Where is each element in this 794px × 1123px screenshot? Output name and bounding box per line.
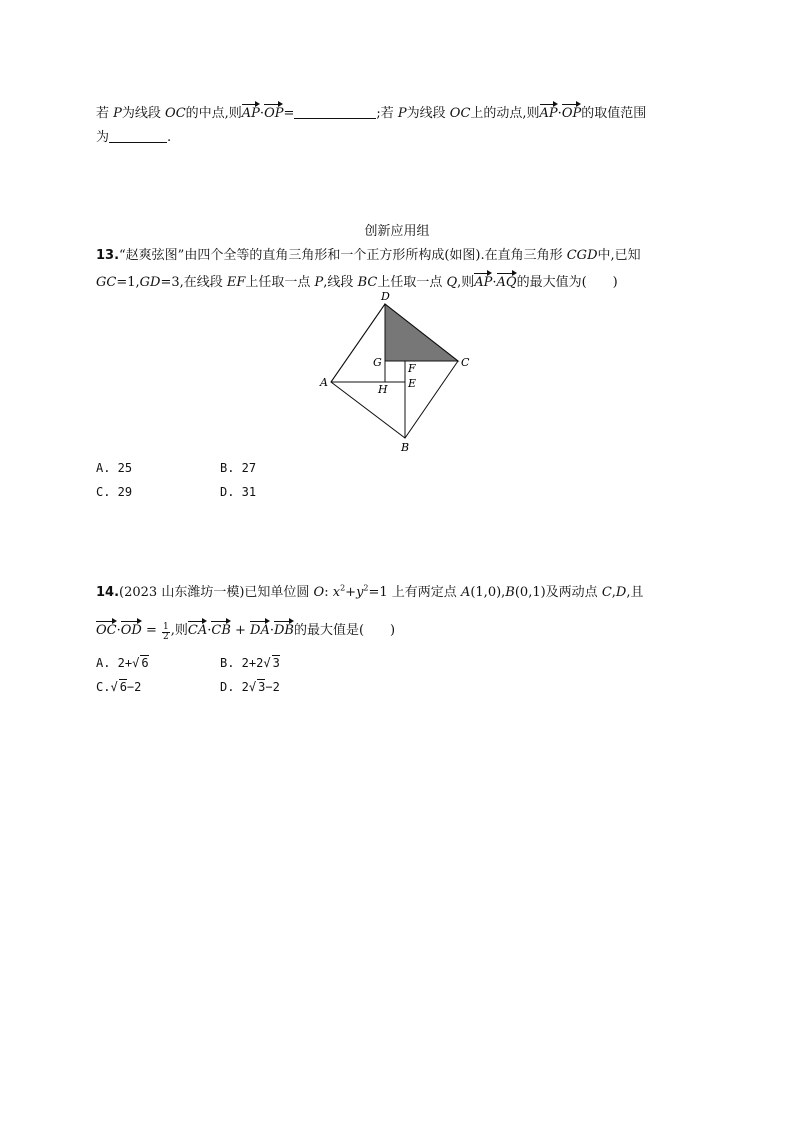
radicand: 6 bbox=[119, 680, 127, 694]
text: 若 bbox=[96, 106, 114, 121]
point-p: P bbox=[397, 106, 407, 121]
fraction-numerator: 1 bbox=[163, 622, 169, 632]
text: ,且 bbox=[626, 585, 644, 600]
text: 的最大值是( ) bbox=[293, 623, 396, 638]
label-a: A bbox=[320, 376, 328, 389]
dot-operator: · bbox=[207, 623, 212, 638]
point-a: A bbox=[460, 585, 471, 600]
text: (1,0), bbox=[470, 585, 506, 600]
var-x: x bbox=[332, 585, 341, 600]
circle-o: O bbox=[313, 585, 325, 600]
vector-op: OP bbox=[264, 106, 284, 121]
label-c: C bbox=[461, 356, 470, 369]
point-q: Q bbox=[446, 275, 458, 290]
point-b: B bbox=[505, 585, 515, 600]
segment-ad bbox=[331, 304, 385, 382]
vector-aq: AQ bbox=[496, 275, 517, 290]
text: : bbox=[324, 585, 333, 600]
text: 为线段 bbox=[121, 106, 166, 121]
q13-option-b[interactable]: B. 27 bbox=[220, 461, 257, 475]
text: ;若 bbox=[376, 106, 398, 121]
sqrt-icon: √ bbox=[132, 656, 140, 670]
q12-line-1 bbox=[96, 102, 646, 121]
q14-option-c[interactable] bbox=[96, 679, 141, 694]
dot-operator: · bbox=[492, 275, 497, 290]
q12-line-2 bbox=[96, 126, 171, 145]
vector-ca: CA bbox=[187, 623, 208, 638]
text: (2023 山东潍坊一模)已知单位圆 bbox=[119, 585, 314, 600]
text: , bbox=[611, 585, 616, 600]
label-e: E bbox=[408, 377, 417, 390]
text: . bbox=[167, 130, 172, 145]
label-g: G bbox=[373, 356, 382, 369]
fraction-denominator: 2 bbox=[163, 632, 169, 642]
dot-operator: · bbox=[557, 106, 562, 121]
text: 上任取一点 bbox=[245, 275, 315, 290]
label-h: H bbox=[378, 383, 388, 396]
point-p: P bbox=[314, 275, 324, 290]
dot-operator: · bbox=[269, 623, 274, 638]
vector-ap: AP bbox=[474, 275, 493, 290]
vector-da: DA bbox=[250, 623, 270, 638]
section-title: 创新应用组 bbox=[364, 224, 430, 239]
equals-sign: = bbox=[283, 106, 295, 121]
text: 为 bbox=[96, 130, 110, 145]
segment-ef: EF bbox=[226, 275, 246, 290]
segment-gc: GC bbox=[96, 275, 117, 290]
point-c: C bbox=[601, 585, 612, 600]
vector-db: DB bbox=[274, 623, 294, 638]
option-text: C. bbox=[96, 680, 111, 694]
vector-op: OP bbox=[561, 106, 582, 121]
point-d: D bbox=[615, 585, 627, 600]
plus-sign: + bbox=[345, 585, 357, 600]
text: 上的动点,则 bbox=[470, 106, 540, 121]
q14-line-2 bbox=[96, 619, 395, 642]
option-text: −2 bbox=[126, 680, 142, 694]
question-number: 14. bbox=[96, 585, 120, 600]
q14-option-b[interactable] bbox=[220, 655, 280, 670]
vector-ap: AP bbox=[241, 106, 260, 121]
text: =3,在线段 bbox=[160, 275, 227, 290]
vector-oc: OC bbox=[96, 623, 117, 638]
segment-oc: OC bbox=[165, 106, 186, 121]
radicand: 3 bbox=[272, 656, 280, 670]
radicand: 6 bbox=[141, 656, 149, 670]
text: 为线段 bbox=[406, 106, 450, 121]
answer-blank-2[interactable] bbox=[109, 142, 167, 143]
text: =1 上有两定点 bbox=[368, 585, 461, 600]
option-text: B. 2+2 bbox=[220, 656, 264, 670]
text: 中,已知 bbox=[597, 248, 641, 263]
option-text: A. 2+ bbox=[96, 656, 133, 670]
exponent: 2 bbox=[363, 583, 369, 593]
q13-option-c[interactable]: C. 29 bbox=[96, 485, 133, 499]
text: =1, bbox=[116, 275, 140, 290]
text: ,则 bbox=[457, 275, 475, 290]
q13-option-a[interactable]: A. 25 bbox=[96, 461, 133, 475]
sqrt-icon: √ bbox=[110, 680, 118, 694]
question-number: 13. bbox=[96, 248, 120, 263]
var-y: y bbox=[356, 585, 364, 600]
answer-blank-1[interactable] bbox=[294, 118, 376, 119]
text: 的最大值为( ) bbox=[516, 275, 618, 290]
triangle-cgd: CGD bbox=[566, 248, 598, 263]
label-b: B bbox=[401, 441, 410, 454]
equals-sign: = bbox=[141, 623, 162, 638]
q14-option-d[interactable] bbox=[220, 679, 280, 694]
zhao-shuang-figure bbox=[310, 288, 490, 458]
vector-od: OD bbox=[120, 623, 142, 638]
sqrt-icon: √ bbox=[248, 680, 257, 694]
sqrt-icon: √ bbox=[263, 656, 271, 670]
segment-oc: OC bbox=[449, 106, 471, 121]
dot-operator: · bbox=[259, 106, 265, 121]
option-text: −2 bbox=[265, 680, 280, 694]
plus-sign: + bbox=[230, 623, 251, 638]
q13-option-d[interactable]: D. 31 bbox=[220, 485, 257, 499]
radicand: 3 bbox=[258, 680, 266, 694]
text: “赵爽弦图”由四个全等的直角三角形和一个正方形所构成(如图).在直角三角形 bbox=[119, 248, 567, 263]
q13-line-1 bbox=[96, 244, 641, 263]
text: ,线段 bbox=[323, 275, 358, 290]
text: 的取值范围 bbox=[581, 106, 647, 121]
label-f: F bbox=[408, 362, 416, 375]
segment-gd: GD bbox=[139, 275, 161, 290]
label-d: D bbox=[381, 290, 390, 303]
point-p: P bbox=[113, 106, 122, 121]
text: 上任取一点 bbox=[377, 275, 447, 290]
fraction-one-half bbox=[162, 623, 170, 642]
exponent: 2 bbox=[340, 583, 346, 593]
option-text: D. 2 bbox=[220, 680, 249, 694]
vector-cb: CB bbox=[211, 623, 231, 638]
text: ,则 bbox=[170, 623, 188, 638]
segment-bc: BC bbox=[357, 275, 378, 290]
text: 的中点,则 bbox=[185, 106, 242, 121]
q14-line-1 bbox=[96, 581, 643, 600]
text: (0,1)及两动点 bbox=[514, 585, 602, 600]
q14-option-a[interactable] bbox=[96, 655, 149, 670]
vector-ap: AP bbox=[539, 106, 558, 121]
dot-operator: · bbox=[116, 623, 121, 638]
